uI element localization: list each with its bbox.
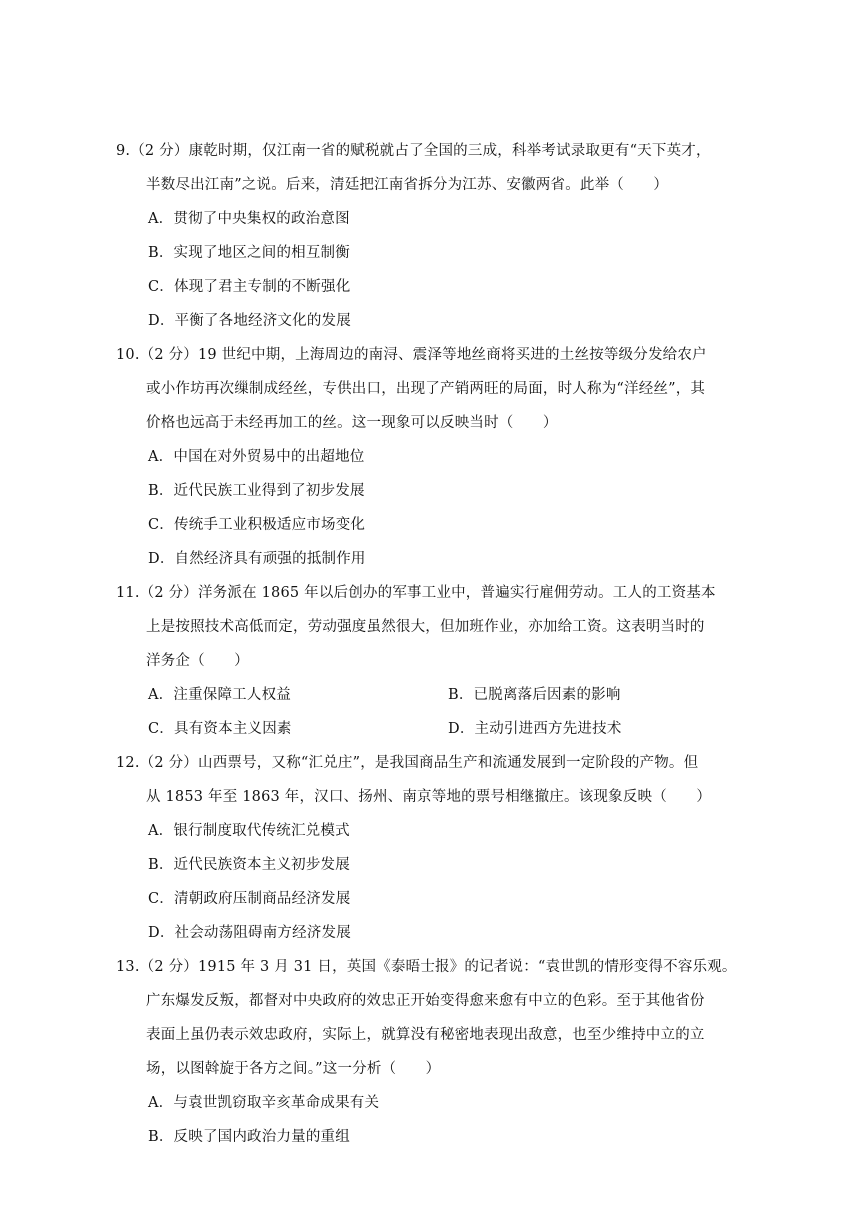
question-11-option-b: B．已脱离落后因素的影响 <box>448 687 621 703</box>
question-12-option-c: C．清朝政府压制商品经济发展 <box>148 891 351 907</box>
question-9-option-a: A．贯彻了中央集权的政治意图 <box>148 211 350 227</box>
question-11-stem-line-2: 上是按照技术高低而定，劳动强度虽然很大，但加班作业，亦加给工资。这表明当时的 <box>146 619 705 635</box>
question-12-stem-line-2: 从 1853 年至 1863 年，汉口、扬州、南京等地的票号相继撤庄。该现象反映（ ） <box>146 789 712 805</box>
question-9-option-d: D．平衡了各地经济文化的发展 <box>148 313 351 329</box>
question-11-option-c: C．具有资本主义因素 <box>148 721 292 737</box>
question-11-stem-line-3: 洋务企（ ） <box>146 653 249 669</box>
question-12-stem-line-1: 12.（2 分）山西票号，又称“汇兑庄”，是我国商品生产和流通发展到一定阶段的产物。但 <box>116 755 699 771</box>
question-12-option-a: A．银行制度取代传统汇兑模式 <box>148 823 350 839</box>
question-13-stem-line-2: 广东爆发反叛，都督对中央政府的效忠正开始变得愈来愈有中立的色彩。至于其他省份 <box>146 993 705 1009</box>
question-13-option-b: B．反映了国内政治力量的重组 <box>148 1129 350 1145</box>
question-13-stem-line-1: 13.（2 分）1915 年 3 月 31 日，英国《泰晤士报》的记者说：“袁世凯的情形变得不容乐观。 <box>116 959 737 975</box>
question-9-option-c: C．体现了君主专制的不断强化 <box>148 279 351 295</box>
question-9-stem-line-2: 半数尽出江南”之说。后来，清廷把江南省拆分为江苏、安徽两省。此举（ ） <box>146 177 669 193</box>
question-10-stem-line-3: 价格也远高于未经再加工的丝。这一现象可以反映当时（ ） <box>146 415 558 431</box>
question-9-option-b: B．实现了地区之间的相互制衡 <box>148 245 350 261</box>
question-11-option-a: A．注重保障工人权益 <box>148 687 291 703</box>
question-11-stem-line-1: 11.（2 分）洋务派在 1865 年以后创办的军事工业中，普遍实行雇佣劳动。工人的工资基本 <box>116 585 716 601</box>
question-9-stem-line-1: 9.（2 分）康乾时期，仅江南一省的赋税就占了全国的三成，科举考试录取更有“天下英才， <box>116 143 711 159</box>
question-13-stem-line-4: 场，以图斡旋于各方之间。”这一分析（ ） <box>146 1061 441 1077</box>
question-10-stem-line-2: 或小作坊再次缫制成经丝，专供出口，出现了产销两旺的局面，时人称为“洋经丝”，其 <box>146 381 706 397</box>
question-10-option-b: B．近代民族工业得到了初步发展 <box>148 483 365 499</box>
question-13-option-a: A．与袁世凯窃取辛亥革命成果有关 <box>148 1095 380 1111</box>
question-12-option-d: D．社会动荡阻碍南方经济发展 <box>148 925 351 941</box>
question-10-option-a: A．中国在对外贸易中的出超地位 <box>148 449 365 465</box>
question-10-option-d: D．自然经济具有顽强的抵制作用 <box>148 551 366 567</box>
question-10-stem-line-1: 10.（2 分）19 世纪中期，上海周边的南浔、震泽等地丝商将买进的土丝按等级分发给农户 <box>116 347 707 363</box>
question-12-option-b: B．近代民族资本主义初步发展 <box>148 857 350 873</box>
question-10-option-c: C．传统手工业积极适应市场变化 <box>148 517 366 533</box>
question-13-stem-line-3: 表面上虽仍表示效忠政府，实际上，就算没有秘密地表现出敌意，也至少维持中立的立 <box>146 1027 705 1043</box>
question-11-option-d: D．主动引进西方先进技术 <box>448 721 622 737</box>
